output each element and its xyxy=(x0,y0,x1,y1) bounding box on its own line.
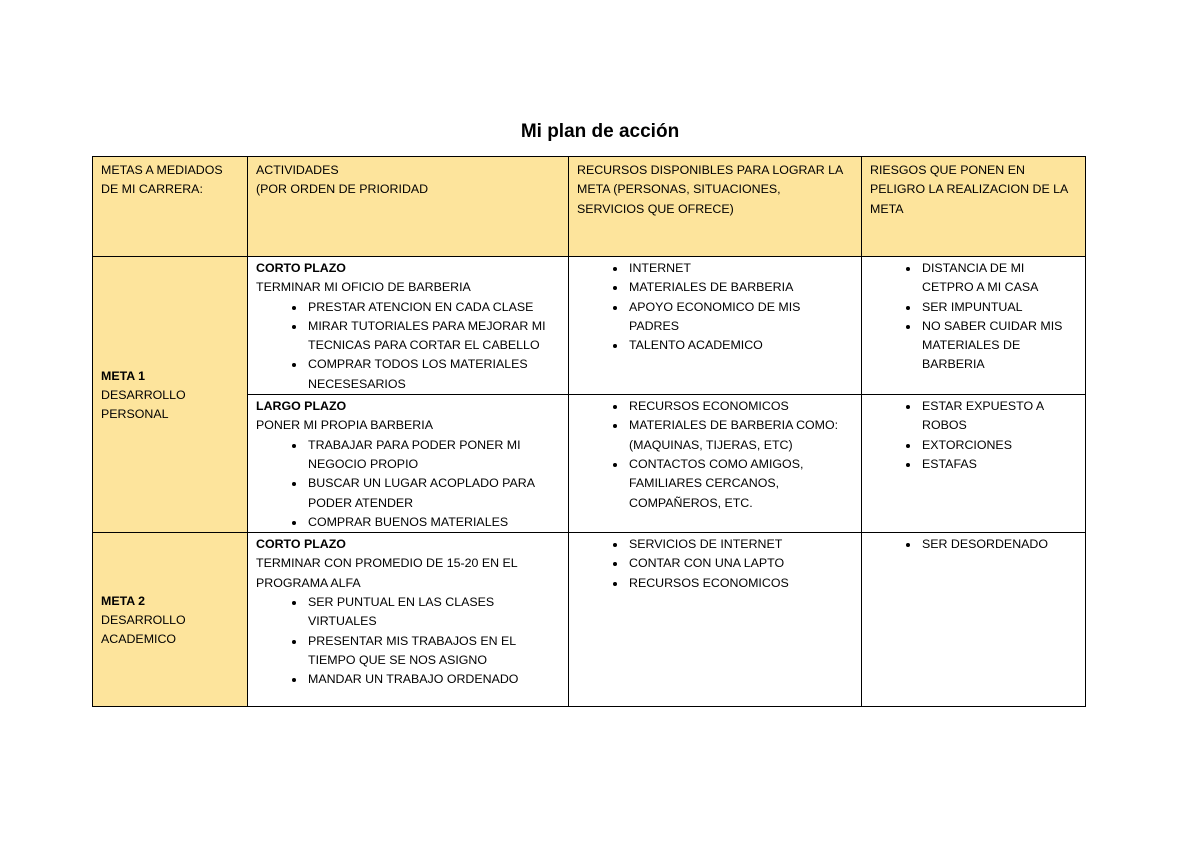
meta-2-cell: META 2 DESARROLLO ACADEMICO xyxy=(93,533,248,707)
risk-list xyxy=(870,397,1077,474)
list-item: • SER DESORDENADO xyxy=(920,535,1077,554)
table-row xyxy=(93,533,1086,707)
resource-list xyxy=(577,259,853,355)
resource-list xyxy=(577,535,853,593)
header-actividades: ACTIVIDADES (POR ORDEN DE PRIORIDAD xyxy=(248,157,569,257)
list-item: • TRABAJAR PARA PODER PONER MI NEGOCIO PROPIO xyxy=(306,436,560,475)
list-item: • CONTACTOS COMO AMIGOS, FAMILIARES CERCANOS, COMPAÑEROS, ETC. xyxy=(627,455,853,513)
meta-2-label: META 2 xyxy=(101,593,146,608)
list-item: • ESTAR EXPUESTO A ROBOS xyxy=(920,397,1077,436)
list-item: • RECURSOS ECONOMICOS xyxy=(627,397,853,416)
list-item: • EXTORCIONES xyxy=(920,436,1077,455)
list-item: • MIRAR TUTORIALES PARA MEJORAR MI TECNICAS PARA CORTAR EL CABELLO xyxy=(306,317,560,356)
list-item: • DISTANCIA DE MI CETPRO A MI CASA xyxy=(920,259,1077,298)
largo-plazo-heading: LARGO PLAZO xyxy=(256,399,347,414)
list-item: • CONTAR CON UNA LAPTO xyxy=(627,554,853,573)
meta-2-corto-riesgos xyxy=(862,533,1086,707)
list-item: • SERVICIOS DE INTERNET xyxy=(627,535,853,554)
meta-1-corto-actividades: CORTO PLAZO TERMINAR MI OFICIO DE BARBERIA • PRESTAR ATENCION EN CADA CLASE • MIRAR TUTORIALES PARA MEJORAR MI TECNICAS PARA CORTAR EL CABELLO • COMPRAR TODOS LOS MATERIALES NECESESARIOS xyxy=(248,257,569,395)
list-item: • INTERNET xyxy=(627,259,853,278)
list-item: • MANDAR UN TRABAJO ORDENADO xyxy=(306,670,560,689)
list-item: • COMPRAR TODOS LOS MATERIALES NECESESARIOS xyxy=(306,355,560,394)
meta-2-corto-recursos xyxy=(569,533,862,707)
list-item: • COMPRAR BUENOS MATERIALES xyxy=(306,513,560,532)
activity-list xyxy=(256,593,560,689)
meta-1-largo-actividades: LARGO PLAZO PONER MI PROPIA BARBERIA • TRABAJAR PARA PODER PONER MI NEGOCIO PROPIO • BUSCAR UN LUGAR ACOPLADO PARA PODER ATENDER • COMPRAR BUENOS MATERIALES xyxy=(248,395,569,533)
table-row xyxy=(93,257,1086,395)
list-item: • PRESTAR ATENCION EN CADA CLASE xyxy=(306,298,560,317)
header-recursos: RECURSOS DISPONIBLES PARA LOGRAR LA META (PERSONAS, SITUACIONES, SERVICIOS QUE OFRECE) xyxy=(569,157,862,257)
meta-1-corto-recursos xyxy=(569,257,862,395)
table-header-row xyxy=(93,157,1086,257)
resource-list xyxy=(577,397,853,513)
list-item: • MATERIALES DE BARBERIA xyxy=(627,278,853,297)
activity-list xyxy=(256,298,560,394)
corto-plazo-heading: CORTO PLAZO xyxy=(256,537,346,552)
activity-list xyxy=(256,436,560,532)
list-item: • BUSCAR UN LUGAR ACOPLADO PARA PODER ATENDER xyxy=(306,474,560,513)
list-item: • ESTAFAS xyxy=(920,455,1077,474)
page-title: Mi plan de acción xyxy=(520,121,680,142)
list-item: • RECURSOS ECONOMICOS xyxy=(627,574,853,593)
meta-1-label: META 1 xyxy=(101,368,146,383)
meta-2-corto-actividades: CORTO PLAZO TERMINAR CON PROMEDIO DE 15-20 EN EL PROGRAMA ALFA • SER PUNTUAL EN LAS CLASES VIRTUALES • PRESENTAR MIS TRABAJOS EN EL TIEMPO QUE SE NOS ASIGNO • MANDAR UN TRABAJO ORDENADO xyxy=(248,533,569,707)
risk-list xyxy=(870,259,1077,375)
list-item: • TALENTO ACADEMICO xyxy=(627,336,853,355)
header-riesgos: RIESGOS QUE PONEN EN PELIGRO LA REALIZACION DE LA META xyxy=(862,157,1086,257)
list-item: • MATERIALES DE BARBERIA COMO: (MAQUINAS, TIJERAS, ETC) xyxy=(627,416,853,455)
action-plan-table xyxy=(92,156,1086,707)
risk-list xyxy=(870,535,1077,554)
meta-1-largo-riesgos xyxy=(862,395,1086,533)
list-item: • NO SABER CUIDAR MIS MATERIALES DE BARBERIA xyxy=(920,317,1077,375)
list-item: • SER PUNTUAL EN LAS CLASES VIRTUALES xyxy=(306,593,560,632)
corto-plazo-heading: CORTO PLAZO xyxy=(256,261,346,275)
meta-1-cell: META 1 DESARROLLO PERSONAL xyxy=(93,257,248,533)
header-metas: METAS A MEDIADOS DE MI CARRERA: xyxy=(93,157,248,257)
meta-1-corto-riesgos xyxy=(862,257,1086,395)
list-item: • PRESENTAR MIS TRABAJOS EN EL TIEMPO QUE SE NOS ASIGNO xyxy=(306,632,560,671)
list-item: • APOYO ECONOMICO DE MIS PADRES xyxy=(627,298,853,337)
meta-1-largo-recursos xyxy=(569,395,862,533)
list-item: • SER IMPUNTUAL xyxy=(920,298,1077,317)
